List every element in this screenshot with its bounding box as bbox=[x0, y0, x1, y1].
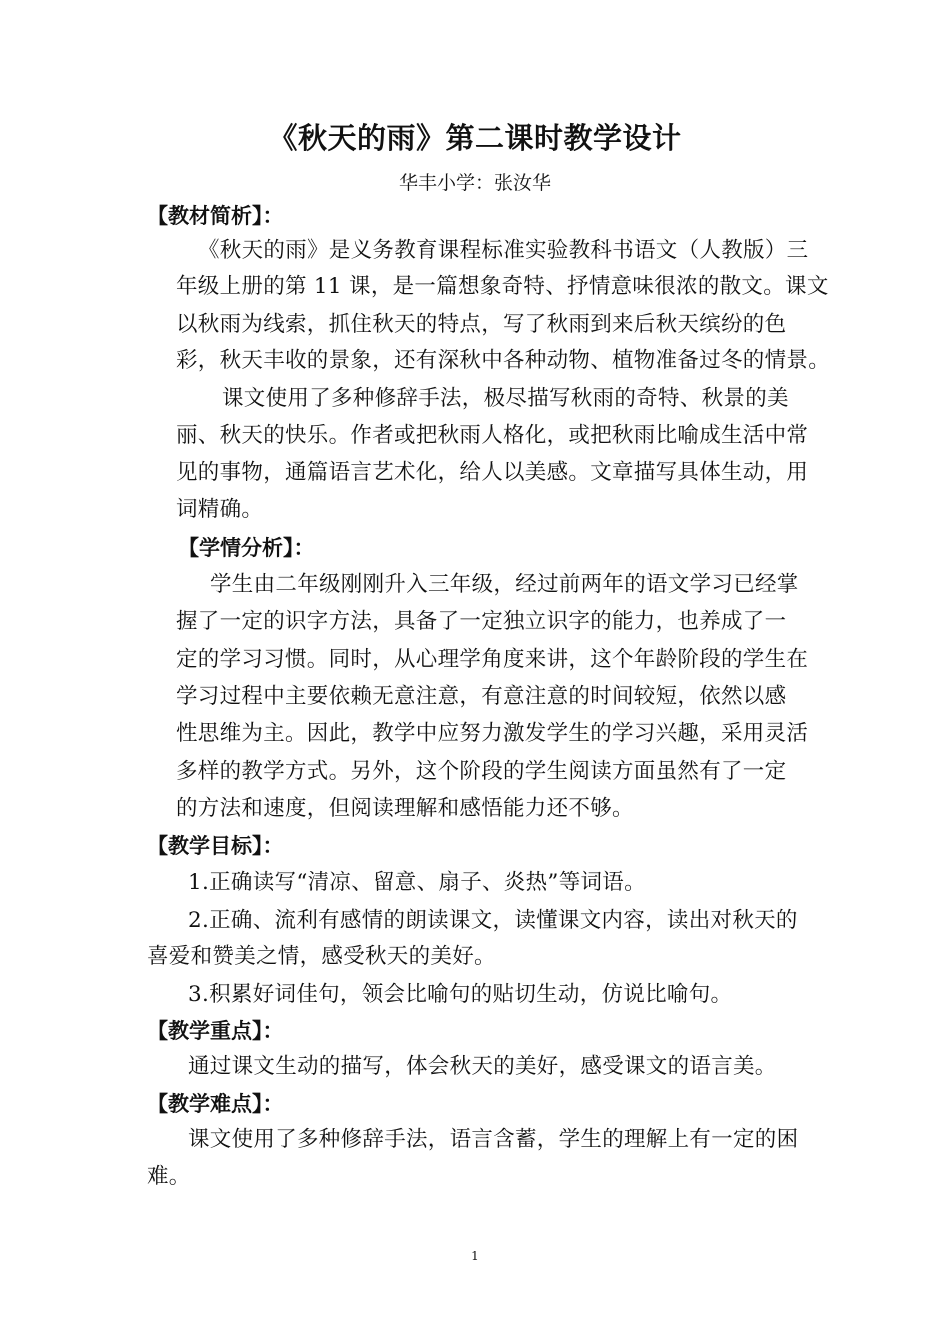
paragraph-line: 学习过程中主要依赖无意注意，有意注意的时间较短，依然以感 bbox=[176, 684, 787, 709]
paragraph-line: 年级上册的第 11 课，是一篇想象奇特、抒情意味很浓的散文。课文 bbox=[176, 274, 829, 299]
paragraph-line: 课文使用了多种修辞手法，极尽描写秋雨的奇特、秋景的美 bbox=[222, 386, 789, 411]
paragraph-line: 的方法和速度，但阅读理解和感悟能力还不够。 bbox=[176, 796, 634, 821]
heading-difficulty: 【教学难点】： bbox=[147, 1092, 284, 1116]
paragraph-line: 定的学习习惯。同时，从心理学角度来讲，这个年龄阶段的学生在 bbox=[176, 647, 809, 672]
paragraph-line: 难。 bbox=[147, 1164, 191, 1189]
paragraph-line: 学生由二年级刚刚升入三年级，经过前两年的语文学习已经掌 bbox=[210, 572, 799, 597]
paragraph-line: 彩，秋天丰收的景象，还有深秋中各种动物、植物准备过冬的情景。 bbox=[176, 348, 831, 373]
paragraph-line: 见的事物，通篇语言艺术化，给人以美感。文章描写具体生动，用 bbox=[176, 460, 809, 485]
paragraph-line: 丽、秋天的快乐。作者或把秋雨人格化，或把秋雨比喻成生活中常 bbox=[176, 423, 809, 448]
document-title: 《秋天的雨》第二课时教学设计 bbox=[268, 121, 682, 155]
heading-students: 【学情分析】： bbox=[178, 536, 315, 560]
heading-material: 【教材简析】： bbox=[147, 204, 284, 228]
goal-item: 2.正确、流利有感情的朗读课文，读懂课文内容，读出对秋天的 bbox=[188, 908, 798, 933]
heading-goals: 【教学目标】： bbox=[147, 834, 284, 858]
paragraph-line: 词精确。 bbox=[176, 497, 264, 522]
paragraph-line: 握了一定的识字方法，具备了一定独立识字的能力，也养成了一 bbox=[176, 609, 787, 634]
paragraph-line: 课文使用了多种修辞手法，语言含蓄，学生的理解上有一定的困 bbox=[188, 1127, 799, 1152]
goal-item: 3.积累好词佳句，领会比喻句的贴切生动，仿说比喻句。 bbox=[188, 982, 733, 1007]
paragraph-line: 性思维为主。因此，教学中应努力激发学生的学习兴趣，采用灵活 bbox=[176, 721, 809, 746]
goal-item: 喜爱和赞美之情，感受秋天的美好。 bbox=[147, 944, 496, 969]
page-number: 1 bbox=[471, 1249, 479, 1263]
author-line: 华丰小学：张汝华 bbox=[398, 172, 551, 194]
goal-item: 1.正确读写“清凉、留意、扇子、炎热”等词语。 bbox=[188, 870, 646, 895]
paragraph-line: 多样的教学方式。另外，这个阶段的学生阅读方面虽然有了一定 bbox=[176, 759, 787, 784]
heading-key: 【教学重点】： bbox=[147, 1019, 284, 1043]
paragraph-line: 通过课文生动的描写，体会秋天的美好，感受课文的语言美。 bbox=[188, 1054, 777, 1079]
paragraph-line: 以秋雨为线索，抓住秋天的特点，写了秋雨到来后秋天缤纷的色 bbox=[176, 312, 787, 337]
paragraph-line: 《秋天的雨》是义务教育课程标准实验教科书语文（人教版）三 bbox=[198, 238, 809, 263]
